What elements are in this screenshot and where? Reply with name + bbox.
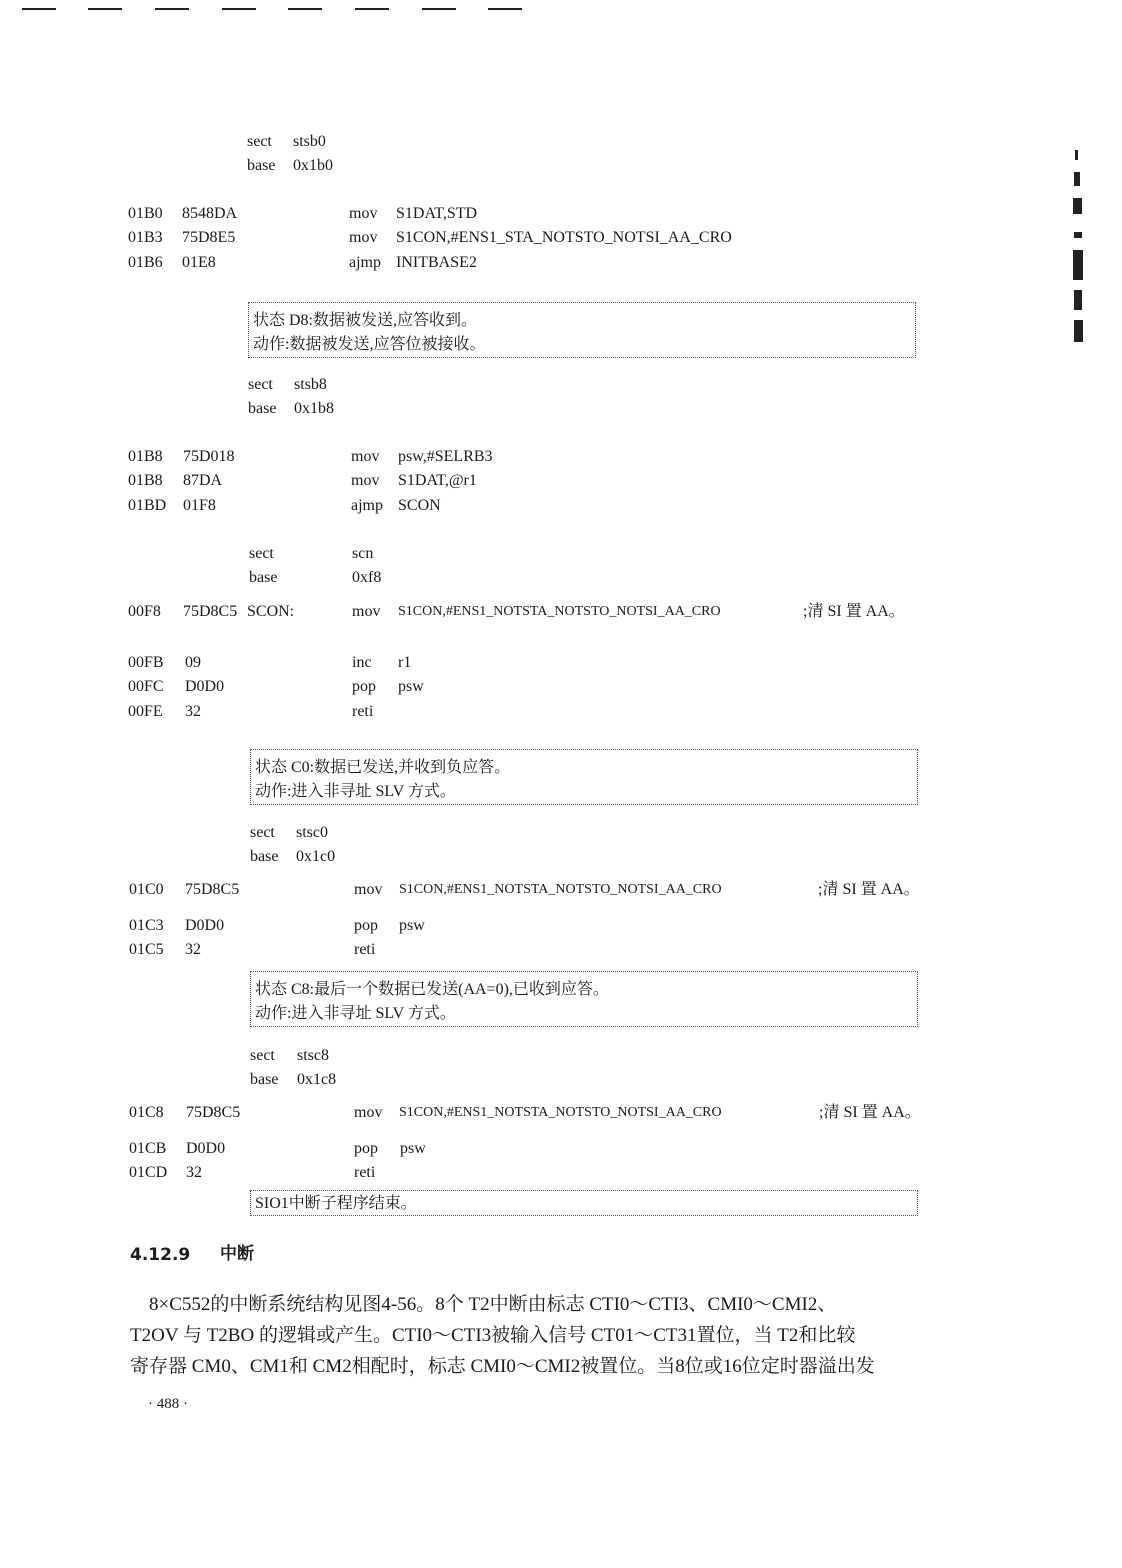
code-address: 01CD (129, 1164, 168, 1181)
code-args: S1DAT,@r1 (398, 472, 477, 489)
sect-name: stsc8 (297, 1047, 329, 1064)
note-action-line: 动作:进入非寻址 SLV 方式。 (255, 783, 456, 800)
sect-name: stsb0 (293, 133, 326, 150)
code-args: psw (400, 1140, 426, 1157)
code-address: 01B3 (128, 229, 163, 246)
code-hex: D0D0 (186, 1140, 226, 1157)
base-keyword: base (250, 1071, 279, 1088)
code-args: SCON (398, 497, 441, 514)
sect-keyword: sect (250, 824, 275, 841)
section-number: 4.12.9 (130, 1245, 191, 1265)
code-comment: ;清 SI 置 AA。 (818, 881, 920, 898)
note-action-line: 动作:进入非寻址 SLV 方式。 (255, 1005, 456, 1022)
code-address: 00FB (128, 654, 164, 671)
code-address: 01C3 (129, 917, 164, 934)
sect-name: scn (352, 545, 374, 562)
code-address: 00FC (128, 678, 164, 695)
body-paragraph-line: 寄存器 CM0、CM1和 CM2相配时，标志 CMI0～CMI2被置位。当8位或16位定时器溢出发 (130, 1356, 875, 1377)
code-args: psw,#SELRB3 (398, 448, 493, 465)
code-args: S1CON,#ENS1_NOTSTA_NOTSTO_NOTSI_AA_CRO (399, 1105, 722, 1120)
note-status-line: 状态 D8:数据被发送,应答收到。 (253, 312, 478, 329)
code-opcode: mov (354, 1104, 383, 1121)
code-opcode: pop (354, 1140, 378, 1157)
body-paragraph-line: 8×C552的中断系统结构见图4-56。8个 T2中断由标志 CTI0～CTI3、CMI0～CMI2、 (130, 1294, 837, 1315)
code-opcode: mov (354, 881, 383, 898)
base-value: 0xf8 (352, 569, 382, 586)
code-address: 01B0 (128, 205, 163, 222)
note-action-line: 动作:数据被发送,应答位被接收。 (253, 336, 486, 353)
note-status-line: 状态 C0:数据已发送,并收到负应答。 (255, 759, 511, 776)
code-comment: ;清 SI 置 AA。 (803, 603, 905, 620)
code-args: S1DAT,STD (396, 205, 478, 222)
code-opcode: ajmp (351, 497, 383, 514)
code-hex: 75D8C5 (186, 1104, 241, 1121)
code-opcode: mov (351, 448, 380, 465)
code-address: 01B6 (128, 254, 163, 271)
sect-name: stsb8 (294, 376, 327, 393)
code-hex: D0D0 (185, 678, 225, 695)
note-status-line: 状态 C8:最后一个数据已发送(AA=0),已收到应答。 (255, 981, 609, 998)
code-hex: 32 (185, 941, 201, 958)
code-hex: 09 (185, 654, 201, 671)
end-note (250, 1190, 918, 1216)
code-args: r1 (398, 654, 412, 671)
code-opcode: mov (352, 603, 381, 620)
code-hex: D0D0 (185, 917, 225, 934)
code-label: SCON: (247, 603, 295, 620)
code-hex: 75D8E5 (182, 229, 236, 246)
code-hex: 8548DA (182, 205, 238, 222)
code-args: S1CON,#ENS1_NOTSTA_NOTSTO_NOTSI_AA_CRO (398, 604, 721, 619)
status-note (250, 971, 918, 1027)
base-keyword: base (249, 569, 278, 586)
code-address: 01BD (128, 497, 167, 514)
sect-name: stsc0 (296, 824, 328, 841)
code-opcode: pop (352, 678, 376, 695)
code-comment: ;清 SI 置 AA。 (819, 1104, 921, 1121)
code-opcode: pop (354, 917, 378, 934)
code-opcode: reti (354, 941, 376, 958)
body-paragraph-line: T2OV 与 T2BO 的逻辑或产生。CTI0～CTI3被输入信号 CT01～CT31置位，当 T2和比较 (130, 1325, 856, 1346)
code-hex: 75D8C5 (183, 603, 238, 620)
code-opcode: mov (349, 205, 378, 222)
status-note (248, 302, 916, 358)
code-args: psw (399, 917, 425, 934)
margin-scan-mark-icon (1070, 150, 1086, 350)
code-hex: 01F8 (183, 497, 216, 514)
base-keyword: base (250, 848, 279, 865)
code-hex: 32 (185, 703, 201, 720)
code-args: S1CON,#ENS1_STA_NOTSTO_NOTSI_AA_CRO (396, 229, 732, 246)
code-hex: 32 (186, 1164, 202, 1181)
code-opcode: ajmp (349, 254, 381, 271)
code-opcode: reti (352, 703, 374, 720)
status-note (250, 749, 918, 805)
code-hex: 01E8 (182, 254, 216, 271)
base-value: 0x1b0 (293, 157, 333, 174)
page-number: · 488 · (148, 1396, 188, 1412)
code-address: 01C0 (129, 881, 164, 898)
base-value: 0x1c0 (296, 848, 336, 865)
code-args: INITBASE2 (396, 254, 477, 271)
code-opcode: mov (351, 472, 380, 489)
code-address: 01CB (129, 1140, 167, 1157)
code-args: psw (398, 678, 424, 695)
base-keyword: base (247, 157, 276, 174)
sect-keyword: sect (247, 133, 272, 150)
code-opcode: reti (354, 1164, 376, 1181)
code-address: 01C8 (129, 1104, 164, 1121)
code-opcode: mov (349, 229, 378, 246)
base-value: 0x1b8 (294, 400, 334, 417)
sect-keyword: sect (250, 1047, 275, 1064)
code-address: 01C5 (129, 941, 164, 958)
code-address: 00FE (128, 703, 163, 720)
section-title: 中断 (220, 1244, 254, 1264)
sect-keyword: sect (248, 376, 273, 393)
code-hex: 87DA (183, 472, 223, 489)
base-keyword: base (248, 400, 277, 417)
code-address: 01B8 (128, 472, 163, 489)
code-opcode: inc (352, 654, 372, 671)
base-value: 0x1c8 (297, 1071, 337, 1088)
end-note-text: SIO1中断子程序结束。 (255, 1195, 417, 1212)
sect-keyword: sect (249, 545, 274, 562)
code-args: S1CON,#ENS1_NOTSTA_NOTSTO_NOTSI_AA_CRO (399, 882, 722, 897)
code-hex: 75D018 (183, 448, 235, 465)
code-address: 00F8 (128, 603, 161, 620)
code-hex: 75D8C5 (185, 881, 240, 898)
code-address: 01B8 (128, 448, 163, 465)
